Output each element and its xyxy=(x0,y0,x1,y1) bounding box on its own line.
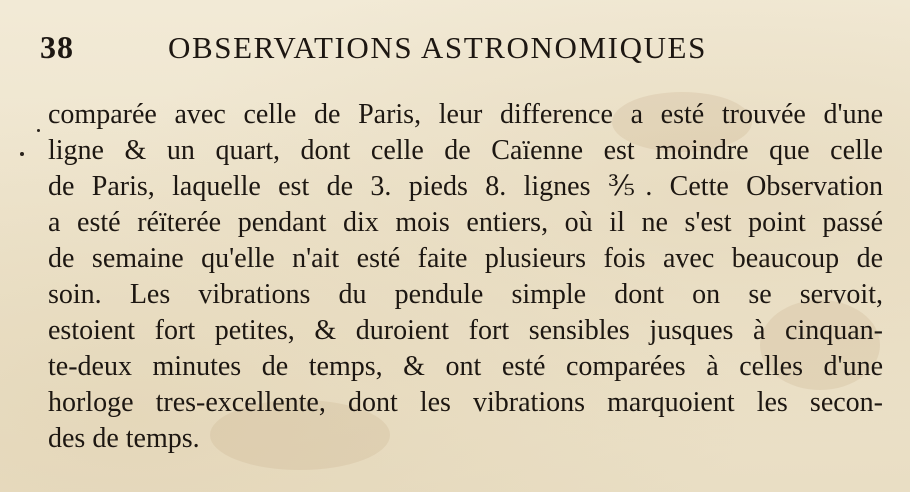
margin-mark xyxy=(20,152,24,156)
text-line: te-deux minutes de temps, & ont esté comparées à celles d'une xyxy=(48,351,883,382)
text-line: soin. Les vibrations du pendule simple dont on se servoit, xyxy=(48,279,883,310)
text-line: estoient fort petites, & duroient fort sensibles jusques à cinquan- xyxy=(48,315,883,346)
text-line: comparée avec celle de Paris, leur difference a esté trouvée d'une xyxy=(48,99,883,130)
page-number: 38 xyxy=(40,29,74,65)
running-title: OBSERVATIONS ASTRONOMIQUES xyxy=(168,30,707,65)
text-line: a esté réïterée pendant dix mois entiers, où il ne s'est point passé xyxy=(48,207,883,238)
text-line: ligne & un quart, dont celle de Caïenne est moindre que celle xyxy=(48,135,883,166)
text-line: de semaine qu'elle n'ait esté faite plusieurs fois avec beaucoup de xyxy=(48,243,883,274)
text-line: de Paris, laquelle est de 3. pieds 8. lignes ⅗. Cette Observation xyxy=(48,171,883,202)
text-line: des de temps. xyxy=(48,423,200,454)
text-line: horloge tres-excellente, dont les vibrations marquoient les secon- xyxy=(48,387,883,418)
body-paragraph xyxy=(48,97,883,457)
page-header xyxy=(40,26,840,70)
margin-mark xyxy=(37,129,40,132)
